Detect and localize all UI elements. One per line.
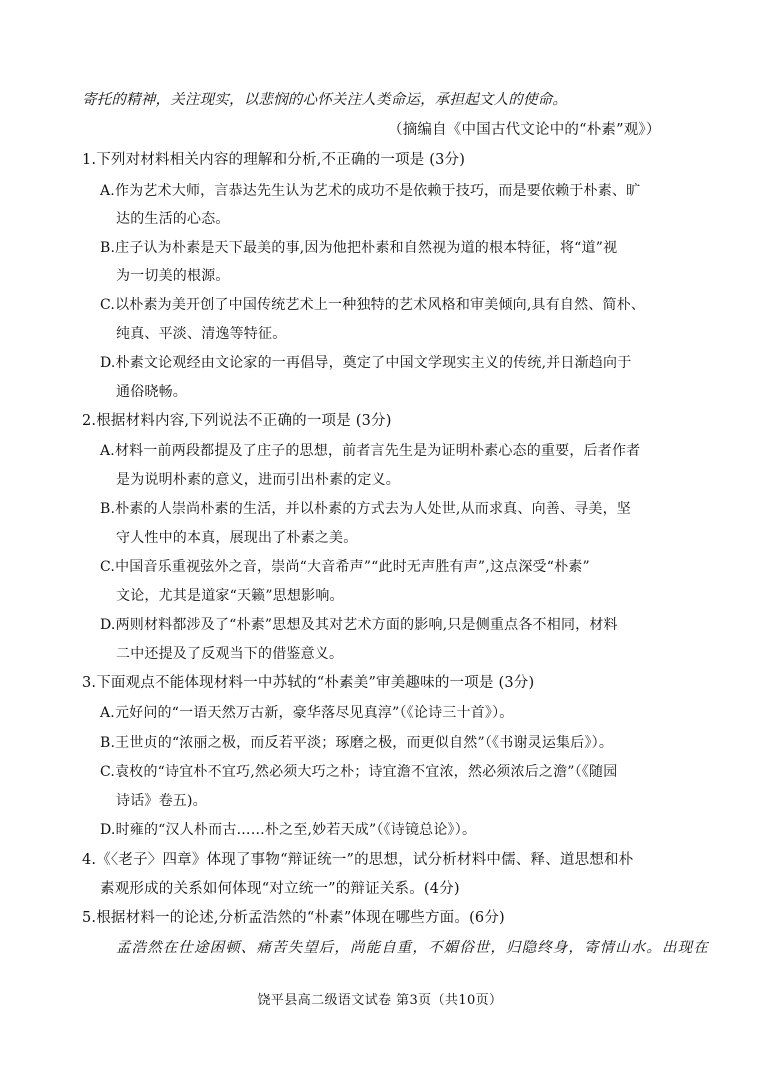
q2-option-d-cont: 二中还提及了反观当下的借鉴意义。: [116, 646, 344, 662]
q2-option-b-cont: 守人性中的本真，展现出了朴素之美。: [116, 530, 358, 546]
q1-option-b: B.庄子认为朴素是天下最美的事,因为他把朴素和自然视为道的根本特征，将“道”视: [100, 240, 618, 256]
question-5-stem: 5.根据材料一的论述,分析孟浩然的“朴素”体现在哪些方面。(6分): [82, 910, 505, 926]
q1-option-d-cont: 通俗晓畅。: [116, 384, 187, 400]
q1-option-b-cont: 为一切美的根源。: [116, 268, 230, 284]
q2-option-b: B.朴素的人崇尚朴素的生活，并以朴素的方式去为人处世,从而求真、向善、寻美，坚: [100, 501, 631, 517]
question-3-stem: 3.下面观点不能体现材料一中苏轼的“朴素美”审美趣味的一项是 (3分): [82, 675, 535, 691]
q3-option-a: A.元好问的“一语天然万古新，豪华落尽见真淳”（《论诗三十首》）。: [100, 705, 514, 721]
question-4-stem: 4.《〈老子〉四章》体现了事物“辩证统一”的思想，试分析材料中儒、释、道思想和朴: [82, 852, 634, 868]
q2-option-a-cont: 是为说明朴素的意义，进而引出朴素的定义。: [116, 472, 400, 488]
q3-option-c: C.袁枚的“诗宜朴不宜巧,然必须大巧之朴；诗宜澹不宜浓，然必须浓后之澹”（《随园: [100, 764, 618, 780]
q1-option-c: C.以朴素为美开创了中国传统艺术上一种独特的艺术风格和审美倾向,具有自然、简朴、: [100, 297, 646, 313]
q3-option-b: B.王世贞的“浓丽之极，而反若平淡；琢磨之极，而更似自然”（《书谢灵运集后》）。: [100, 735, 614, 751]
source-citation: （摘编自《中国古代文论中的“朴素”观》）: [388, 122, 661, 138]
q2-option-d: D.两则材料都涉及了“朴素”思想及其对艺术方面的影响,只是侧重点各不相同，材料: [100, 617, 618, 633]
question-2-stem: 2.根据材料内容,下列说法不正确的一项是 (3分): [82, 413, 392, 429]
question-5-passage: 孟浩然在仕途困顿、痛苦失望后，尚能自重，不媚俗世，归隐终身，寄情山水。出现在: [116, 940, 709, 956]
page-footer: 饶平县高二级语文试卷 第3页（共10页）: [257, 993, 503, 1008]
question-1-stem: 1.下列对材料相关内容的理解和分析,不正确的一项是 (3分): [82, 152, 466, 168]
q1-option-a-cont: 达的生活的心态。: [116, 211, 230, 227]
q1-option-a: A.作为艺术大师，言恭达先生认为艺术的成功不是依赖于技巧，而是要依赖于朴素、旷: [100, 183, 641, 199]
q2-option-c: C.中国音乐重视弦外之音，崇尚“大音希声”“此时无声胜有声”,这点深受“朴素”: [100, 559, 590, 575]
intro-line: 寄托的精神，关注现实，以悲悯的心怀关注人类命运，承担起文人的使命。: [82, 92, 568, 108]
q3-option-d: D.时雍的“汉人朴而古……朴之至,妙若天成”（《诗镜总论》）。: [100, 822, 477, 838]
q2-option-c-cont: 文论，尤其是道家“天籁”思想影响。: [116, 588, 344, 604]
q2-option-a: A.材料一前两段都提及了庄子的思想，前者言先生是为证明朴素心态的重要，后者作者: [100, 443, 641, 459]
q1-option-c-cont: 纯真、平淡、清逸等特征。: [116, 326, 287, 342]
question-4-stem-cont: 素观形成的关系如何体现“对立统一”的辩证关系。(4分): [100, 881, 460, 897]
q3-option-c-cont: 诗话》卷五)。: [116, 793, 207, 809]
q1-option-d: D.朴素文论观经由文论家的一再倡导，奠定了中国文学现实主义的传统,并日渐趋向于: [100, 355, 632, 371]
